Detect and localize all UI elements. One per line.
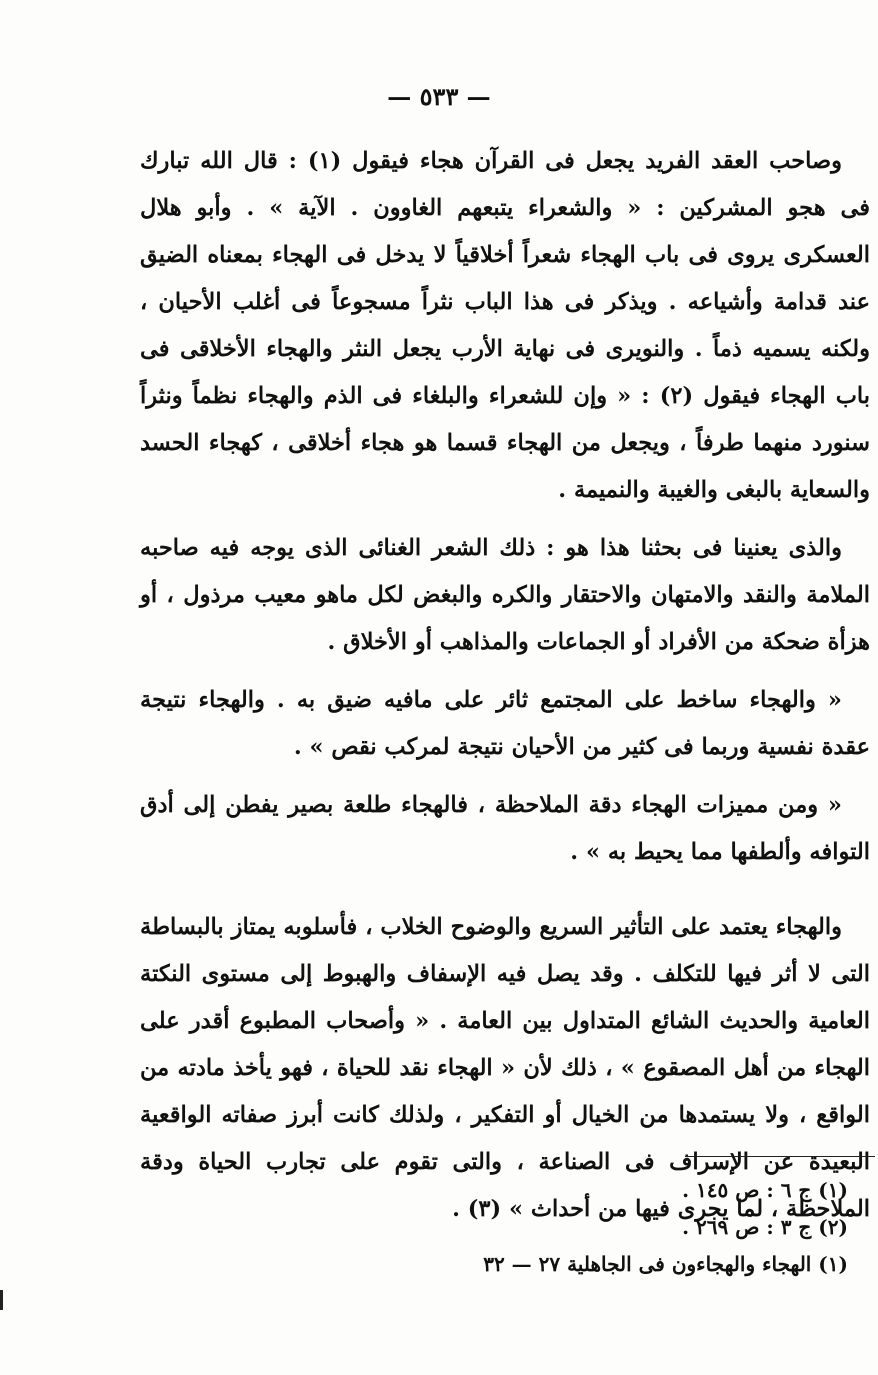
footnote-1: (١) ج ٦ : ص ١٤٥ . bbox=[682, 1178, 848, 1202]
scan-edge-mark bbox=[0, 1290, 3, 1310]
footnotes bbox=[300, 1172, 848, 1283]
footnote-2: (٢) ج ٣ : ص ٢٦٩ . bbox=[682, 1215, 848, 1239]
footnote-divider bbox=[685, 1156, 875, 1157]
paragraph-3: « والهجاء ساخط على المجتمع ثائر على مافيه ضيق به . والهجاء نتيجة عقدة نفسية وربما فى كثير من الأحيان نتيجة لمركب نقص » . bbox=[140, 687, 870, 760]
page-number: — ٥٣٣ — bbox=[387, 82, 491, 111]
paragraph-2: والذى يعنينا فى بحثنا هذا هو : ذلك الشعر الغنائى الذى يوجه فيه صاحبه الملامة والنقد والامتهان والاحتقار والكره والبغض لكل ماهو معيب مرذول ، أو هزأة ضحكة من الأفراد أو الجماعات والمذاهب أو الأخلاق . bbox=[140, 535, 870, 655]
paragraph-1: وصاحب العقد الفريد يجعل فى القرآن هجاء فيقول (١) : قال الله تبارك فى هجو المشركين : « والشعراء يتبعهم الغاوون . الآية » . وأبو هلال العسكرى يروى فى باب الهجاء شعراً أخلاقياً لا يدخل فى الهجاء بمعناه الضيق عند قدامة وأشياعه . ويذكر فى هذا الباب نثراً مسجوعاً فى أغلب الأحيان ، ولكنه يسميه ذماً . والنويرى فى نهاية الأرب يجعل النثر والهجاء الأخلاقى فى باب الهجاء فيقول (٢) : « وإن للشعراء والبلغاء فى الذم والهجاء نظماً ونثراً سنورد منهما طرفاً ، ويجعل من الهجاء قسما هو هجاء أخلاقى ، كهجاء الحسد والسعاية بالبغى والغيبة والنميمة . bbox=[140, 148, 871, 503]
paragraph-5: والهجاء يعتمد على التأثير السريع والوضوح الخلاب ، فأسلوبه يمتاز بالبساطة التى لا أثر فيها للتكلف . وقد يصل فيه الإسفاف والهبوط إلى مستوى النكتة العامية والحديث الشائع المتداول بين العامة . « وأصحاب المطبوع أقدر على الهجاء من أهل المصقوع » ، ذلك لأن « الهجاء نقد للحياة ، فهو يأخذ مادته من الواقع ، ولا يستمدها من الخيال أو التفكير ، ولذلك كانت أبرز صفاته الواقعية البعيدة عن الإسراف فى الصناعة ، والتى تقوم على تجارب الحياة ودقة الملاحظة ، لما يجرى فيها من أحداث » (٣) . bbox=[140, 914, 870, 1222]
paragraph-4: « ومن مميزات الهجاء دقة الملاحظة ، فالهجاء طلعة بصير يفطن إلى أدق التوافه وألطفها مما يحيط به » . bbox=[140, 792, 870, 865]
body-text bbox=[140, 138, 870, 1244]
footnote-3: (١) الهجاء والهجاءون فى الجاهلية ٢٧ — ٣٢ bbox=[483, 1252, 848, 1276]
